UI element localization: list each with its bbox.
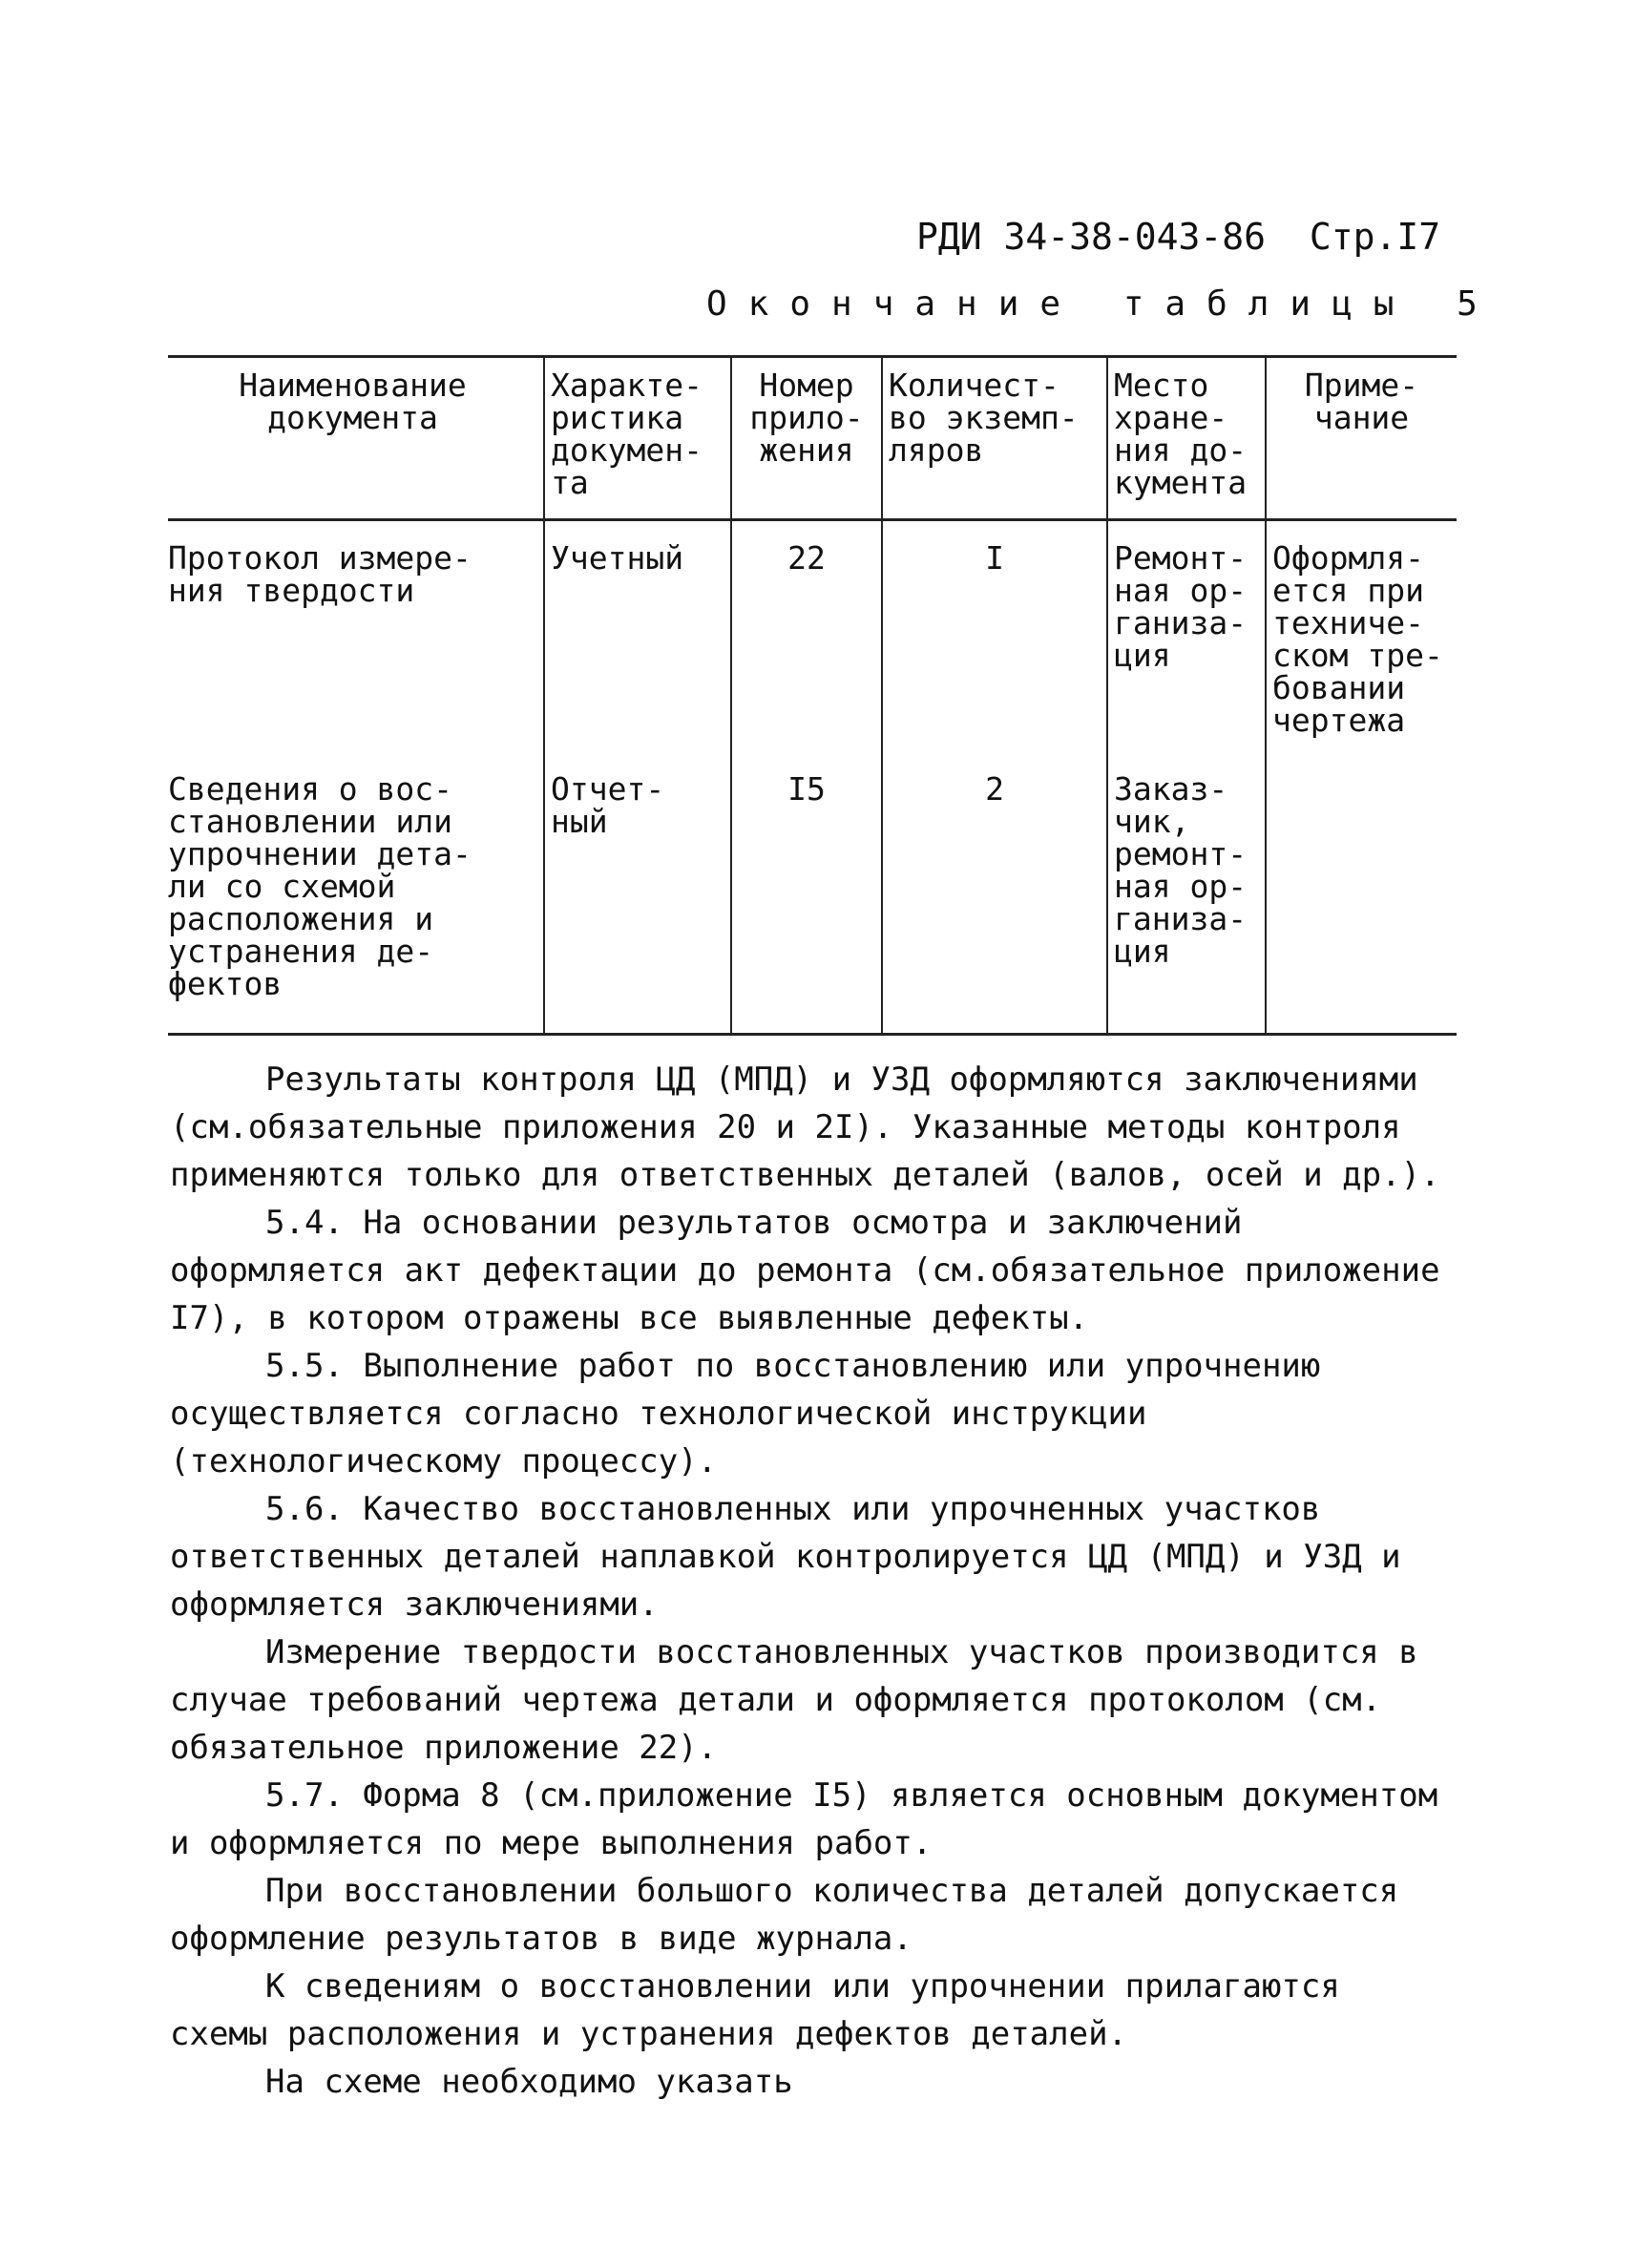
paragraph: Измерение твердости восстановленных участков производится в случае требований чертежа детали и оформляется протоколом (см. обязательное приложение 22). <box>170 1633 1438 1767</box>
cell-note: Оформля- ется при техниче- ском тре- бовании чертежа <box>1266 520 1457 759</box>
cell-appendix: 22 <box>731 520 882 759</box>
page-number: Стр.I7 <box>1309 216 1441 258</box>
paragraph: 5.7. Форма 8 (см.приложение I5) является основным документом и оформляется по мере выполнения работ. <box>170 1776 1458 1862</box>
column-header-note: Приме- чание <box>1266 357 1457 520</box>
table-header-row <box>168 357 1457 520</box>
page-header <box>916 216 1440 258</box>
paragraph: 5.5. Выполнение работ по восстановлению или упрочнению осуществляется согласно технологической инструкции (технологическому процессу). <box>170 1347 1340 1480</box>
table-caption: Окончание таблицы 5 <box>706 284 1499 324</box>
cell-name: Сведения о вос- становлении или упрочнении дета- ли со схемой расположения и устранения де- фектов <box>168 758 544 1035</box>
cell-note <box>1266 758 1457 1035</box>
cell-characteristic: Отчет- ный <box>544 758 731 1035</box>
cell-appendix: I5 <box>731 758 882 1035</box>
paragraph: К сведениям о восстановлении или упрочнении прилагаются схемы расположения и устранения дефектов деталей. <box>170 1967 1360 2053</box>
paragraph: Результаты контроля ЦД (МПД) и УЗД оформляются заключениями (см.обязательные приложения 20 и 2I). Указанные методы контроля применяются только для ответственных деталей (валов, осей и др.). <box>170 1060 1440 1194</box>
paragraph: 5.4. На основании результатов осмотра и заключений оформляется акт дефектации до ремонта (см.обязательное приложение I7), в котором отражены все выявленные дефекты. <box>170 1204 1460 1337</box>
table-row <box>168 758 1457 1035</box>
cell-characteristic: Учетный <box>544 520 731 759</box>
document-code: РДИ 34-38-043-86 <box>916 216 1267 258</box>
cell-copies: 2 <box>882 758 1107 1035</box>
column-header-characteristic: Характе- ристика докумен- та <box>544 357 731 520</box>
column-header-name: Наименование документа <box>168 357 544 520</box>
column-header-copies: Количест- во экземп- ляров <box>882 357 1107 520</box>
column-header-appendix: Номер прило- жения <box>731 357 882 520</box>
cell-name: Протокол измере- ния твердости <box>168 520 544 759</box>
table-row <box>168 520 1457 759</box>
paragraph: На схеме необходимо указать <box>265 2063 793 2101</box>
cell-storage: Заказ- чик, ремонт- ная ор- ганиза- ция <box>1107 758 1266 1035</box>
paragraph: 5.6. Качество восстановленных или упрочненных участков ответственных деталей наплавкой контролируется ЦД (МПД) и УЗД и оформляется заключениями. <box>170 1490 1421 1624</box>
documents-table <box>168 355 1457 1036</box>
paragraph: При восстановлении большого количества деталей допускается оформление результатов в виде журнала. <box>170 1872 1418 1958</box>
body-text <box>170 1056 1460 2106</box>
column-header-storage: Место хране- ния до- кумента <box>1107 357 1266 520</box>
cell-storage: Ремонт- ная ор- ганиза- ция <box>1107 520 1266 759</box>
cell-copies: I <box>882 520 1107 759</box>
